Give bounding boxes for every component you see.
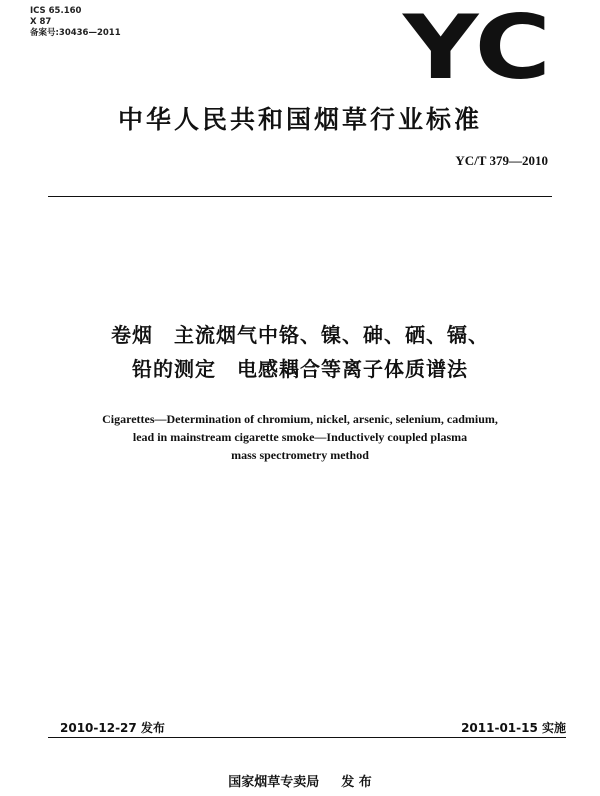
header-divider — [48, 196, 552, 197]
english-title-line-2: lead in mainstream cigarette smoke—Inductively coupled plasma — [132, 430, 468, 444]
ics-code: ICS 65.160 — [30, 6, 82, 16]
english-title — [0, 410, 600, 464]
footer-divider — [48, 737, 566, 738]
yc-logo-text: YC — [402, 8, 551, 82]
issue-date: 2010-12-27 发布 — [60, 721, 165, 735]
implementation-date: 2011-01-15 实施 — [461, 721, 566, 735]
standard-category-title: 中华人民共和国烟草行业标准 — [117, 105, 482, 134]
chinese-title-line-1: 卷烟 主流烟气中铬、镍、砷、硒、镉、 — [111, 323, 489, 347]
classification-code: X 87 — [30, 17, 52, 27]
english-title-line-3: mass spectrometry method — [231, 448, 369, 462]
record-number: 备案号:30436—2011 — [30, 28, 121, 38]
publisher-action: 发 布 — [341, 775, 372, 790]
chinese-title-line-2: 铅的测定 电感耦合等离子体质谱法 — [132, 357, 468, 381]
english-title-line-1: Cigarettes—Determination of chromium, nickel, arsenic, selenium, cadmium, — [102, 412, 498, 426]
document-meta — [30, 6, 121, 39]
chinese-title — [0, 318, 600, 386]
standard-number: YC/T 379—2010 — [455, 153, 548, 168]
publisher-name: 国家烟草专卖局 — [228, 775, 320, 790]
yc-logo — [402, 8, 552, 82]
publisher — [0, 771, 600, 790]
